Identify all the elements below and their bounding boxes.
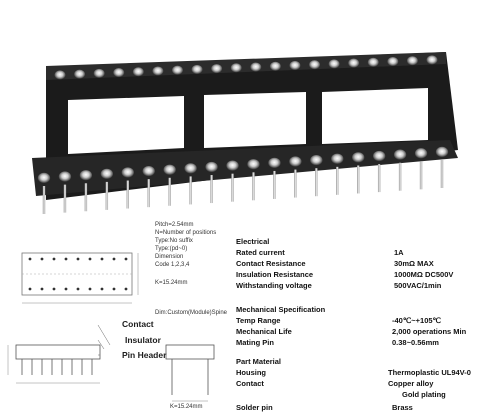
spec-row-value: Copper alloy (388, 379, 434, 388)
pin-leg (64, 185, 66, 213)
pin-contact (192, 65, 203, 74)
pin-contact (143, 166, 155, 176)
pin-contact (247, 159, 259, 169)
spec-row-value: 500VAC/1min (394, 281, 442, 290)
spec-row-label: Solder pin (236, 403, 273, 412)
pin-contact (387, 57, 398, 66)
pin-contact (133, 67, 144, 76)
note-bottom-k: K=15.24mm (170, 404, 203, 410)
pin-contact (74, 70, 85, 79)
pin-contact (152, 66, 163, 75)
note-type-no-suffix: Type:No suffix (155, 238, 193, 244)
spec-row-value: 1A (394, 248, 404, 257)
pin-leg (189, 176, 191, 204)
label-insulator: Insulator (125, 335, 161, 345)
pin-contact (94, 69, 105, 78)
pin-contact (373, 151, 385, 161)
pin-leg (210, 175, 212, 203)
pin-contact (80, 170, 92, 180)
note-type-suffix: Type:(pd~0) (155, 246, 188, 252)
pin-contact (38, 173, 50, 183)
spec-electrical-title: Electrical (236, 237, 270, 246)
pin-contact (368, 58, 379, 67)
note-pcb-layout: Dim:Custom(Module)Spine (155, 310, 228, 316)
spec-row-label: Mechanical Life (236, 327, 292, 336)
pin-leg (441, 160, 443, 188)
spec-row-value: Thermoplastic UL94V-0 (388, 368, 471, 377)
pin-contact (394, 150, 406, 160)
pin-contact (226, 160, 238, 170)
note-pins: N=Number of positions (155, 230, 217, 236)
spec-row-value: 30mΩ MAX (394, 259, 434, 268)
label-pin-header: Pin Header (122, 350, 167, 360)
pin-contact (289, 156, 301, 166)
pin-leg (336, 167, 338, 195)
pin-leg (420, 161, 422, 189)
pin-contact (211, 64, 222, 73)
spec-row-value: 1000MΩ DC500V (394, 270, 454, 279)
pin-contact (172, 66, 183, 75)
spec-row-label: Rated current (236, 248, 285, 257)
pin-contact (184, 163, 196, 173)
spec-row-label: Temp Range (236, 316, 281, 325)
note-k-value: K=15.24mm (155, 280, 188, 286)
pin-contact (113, 68, 124, 77)
spec-row-label: Insulation Resistance (236, 270, 314, 279)
pin-contact (436, 147, 448, 157)
pin-leg (294, 170, 296, 198)
pin-contact (55, 70, 66, 79)
pin-leg (399, 163, 401, 191)
spec-row-value: Gold plating (402, 390, 446, 399)
pin-contact (427, 55, 438, 64)
spec-row-label: Withstanding voltage (236, 281, 312, 290)
spec-row-value: 0.38~0.56mm (392, 338, 439, 347)
pin-contact (329, 59, 340, 68)
note-code: Code 1,2,3,4 (155, 262, 190, 268)
pin-leg (148, 179, 150, 207)
pin-leg (315, 168, 317, 196)
spec-row-value: 2,000 operations Min (392, 327, 467, 336)
pin-contact (59, 171, 71, 181)
pin-contact (122, 167, 134, 177)
pin-leg (168, 178, 170, 206)
spec-row-label: Contact Resistance (236, 259, 306, 268)
pin-leg (43, 186, 45, 214)
socket-window-2 (204, 92, 306, 148)
spec-row-value: -40℃~+105℃ (392, 316, 441, 325)
pin-contact (415, 148, 427, 158)
pin-leg (85, 183, 87, 211)
pin-contact (348, 59, 359, 68)
note-pitch: Pitch=2.54mm (155, 222, 194, 228)
pin-contact (231, 63, 242, 72)
pin-contact (205, 162, 217, 172)
pin-contact (331, 154, 343, 164)
spec-material-title: Part Material (236, 357, 282, 366)
socket-window-1 (68, 96, 184, 154)
socket-window-3 (322, 88, 428, 144)
pin-leg (106, 182, 108, 210)
pin-leg (252, 172, 254, 200)
pin-contact (352, 152, 364, 162)
note-dimension: Dimension (155, 254, 184, 260)
spec-row-label: Contact (236, 379, 264, 388)
pin-leg (273, 171, 275, 199)
pin-contact (163, 165, 175, 175)
spec-row-label: Mating Pin (236, 338, 274, 347)
pin-leg (378, 164, 380, 192)
pin-leg (231, 174, 233, 202)
spec-row-label: Housing (236, 368, 266, 377)
pin-leg (357, 165, 359, 193)
pin-contact (270, 62, 281, 71)
pin-leg (127, 181, 129, 209)
spec-row-value: Brass (392, 403, 413, 412)
pin-contact (250, 63, 261, 72)
spec-mechanical-title: Mechanical Specification (236, 305, 326, 314)
pin-contact (289, 61, 300, 70)
pin-contact (407, 56, 418, 65)
pin-contact (310, 155, 322, 165)
pin-contact (309, 60, 320, 69)
pin-contact (101, 169, 113, 179)
label-contact: Contact (122, 319, 154, 329)
pin-contact (268, 158, 280, 168)
